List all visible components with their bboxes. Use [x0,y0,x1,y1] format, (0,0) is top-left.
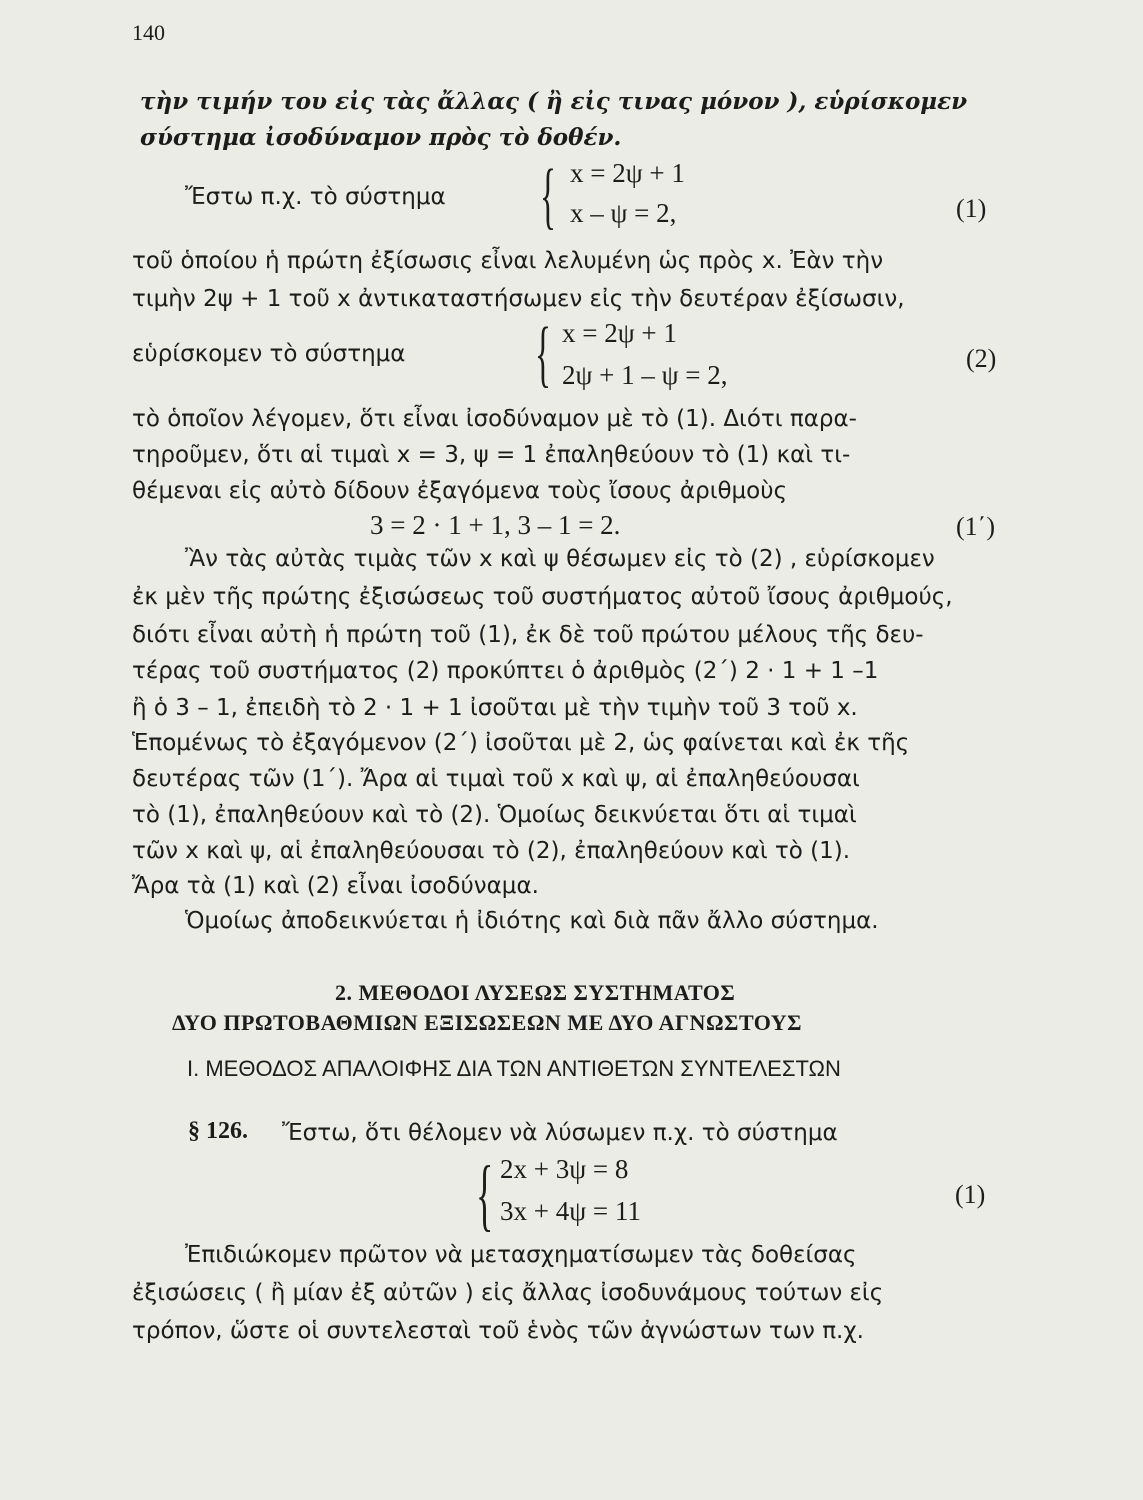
system-3-brace: { [476,1151,494,1239]
text-line-9: θέμεναι εἰς αὐτὸ δίδουν ἐξαγόμενα τοὺς ἴσους ἀριθμοὺς [132,478,788,504]
text-line-18: τὸ (1), ἐπαληθεύουν καὶ τὸ (2). Ὁμοίως δεικνύεται ὅτι αἱ τιμαὶ [132,802,857,828]
text-line-16: Ἑπομένως τὸ ἐξαγόμενον (2΄) ἰσοῦται μὲ 2, ὡς φαίνεται καὶ ἐκ τῆς [132,730,910,756]
system-1-label: (1) [956,194,987,223]
text-line-4: τοῦ ὁποίου ἡ πρώτη ἐξίσωσις εἶναι λελυμένη ὡς πρὸς x. Ἐὰν τὴν [132,248,884,274]
system-2-label: (2) [966,344,997,373]
system-2-brace: { [535,313,551,395]
equation-1-prime-label: (1΄) [956,512,995,541]
text-line-13: διότι εἶναι αὐτὴ ἡ πρώτη τοῦ (1), ἐκ δὲ τοῦ πρώτου μέλους τῆς δευ- [132,622,924,648]
equation-1-prime: 3 = 2 · 1 + 1, 3 – 1 = 2. [370,510,621,540]
paragraph-number: § 126. [188,1118,248,1144]
system-1-eq-1: x = 2ψ + 1 [570,158,685,188]
text-line-7: τὸ ὁποῖον λέγομεν, ὅτι εἶναι ἰσοδύναμον μὲ τὸ (1). Διότι παρα- [132,406,857,432]
system-3-eq-2: 3x + 4ψ = 11 [500,1196,641,1226]
text-line-24: ἐξισώσεις ( ἢ μίαν ἐξ αὐτῶν ) εἰς ἄλλας ἰσοδυνάμους τούτων εἰς [132,1280,884,1306]
system-3-label: (1) [955,1180,986,1209]
system-1-brace: { [540,155,556,237]
system-1-eq-2: x – ψ = 2, [570,198,677,228]
text-line-19: τῶν x καὶ ψ, αἱ ἐπαληθεύουσαι τὸ (2), ἐπαληθεύουν καὶ τὸ (1). [132,838,851,864]
text-line-8: τηροῦμεν, ὅτι αἱ τιμαὶ x = 3, ψ = 1 ἐπαληθεύουν τὸ (1) καὶ τι- [132,442,851,468]
text-line-20: Ἄρα τὰ (1) καὶ (2) εἶναι ἰσοδύναμα. [132,873,539,899]
text-line-5: τιμὴν 2ψ + 1 τοῦ x ἀντικαταστήσωμεν εἰς τὴν δευτέραν ἐξίσωσιν, [132,286,905,312]
text-line-15: ἢ ὁ 3 – 1, ἐπειδὴ τὸ 2 · 1 + 1 ἰσοῦται μὲ τὴν τιμὴν τοῦ 3 τοῦ x. [132,695,858,721]
text-line-14: τέρας τοῦ συστήματος (2) προκύπτει ὁ ἀριθμὸς (2΄) 2 · 1 + 1 –1 [132,658,879,684]
text-line-3: Ἔστω π.χ. τὸ σύστημα [185,184,446,210]
text-line-11: Ἂν τὰς αὐτὰς τιμὰς τῶν x καὶ ψ θέσωμεν εἰς τὸ (2) , εὑρίσκομεν [185,546,935,572]
section-subheading: I. ΜΕΘΟΔΟΣ ΑΠΑΛΟΙΦΗΣ ΔΙΑ ΤΩΝ ΑΝΤΙΘΕΤΩΝ ΣΥΝΤΕΛΕΣΤΩΝ [187,1056,841,1081]
text-line-22: Ἔστω, ὅτι θέλομεν νὰ λύσωμεν π.χ. τὸ σύστημα [282,1120,838,1146]
text-line-12: ἐκ μὲν τῆς πρώτης ἐξισώσεως τοῦ συστήματος αὐτοῦ ἴσους ἀριθμούς, [132,584,953,610]
system-2-eq-1: x = 2ψ + 1 [562,318,677,348]
text-line-1: τὴν τιμήν του εἰς τὰς ἄλλας ( ἢ εἰς τινας μόνον ), εὑρίσκομεν [140,88,968,115]
system-2-eq-2: 2ψ + 1 – ψ = 2, [562,360,728,390]
system-3-eq-1: 2x + 3ψ = 8 [500,1154,629,1184]
section-heading-2: ΔΥΟ ΠΡΩΤΟΒΑΘΜΙΩΝ ΕΞΙΣΩΣΕΩΝ ΜΕ ΔΥΟ ΑΓΝΩΣΤΟΥΣ [172,1010,803,1035]
text-line-23: Ἐπιδιώκομεν πρῶτον νὰ μετασχηματίσωμεν τὰς δοθείσας [185,1242,857,1268]
text-line-2: σύστημα ἰσοδύναμον πρὸς τὸ δοθέν. [140,124,622,151]
text-line-17: δευτέρας τῶν (1΄). Ἄρα αἱ τιμαὶ τοῦ x καὶ ψ, αἱ ἐπαληθεύουσαι [132,766,860,792]
page-number: 140 [132,20,165,45]
text-line-25: τρόπον, ὥστε οἱ συντελεσταὶ τοῦ ἑνὸς τῶν ἀγνώστων των π.χ. [132,1318,864,1344]
text-line-6: εὑρίσκομεν τὸ σύστημα [132,341,406,367]
text-line-21: Ὁμοίως ἀποδεικνύεται ἡ ἰδιότης καὶ διὰ πᾶν ἄλλο σύστημα. [185,908,879,934]
section-heading-1: 2. ΜΕΘΟΔΟΙ ΛΥΣΕΩΣ ΣΥΣΤΗΜΑΤΟΣ [335,980,736,1005]
